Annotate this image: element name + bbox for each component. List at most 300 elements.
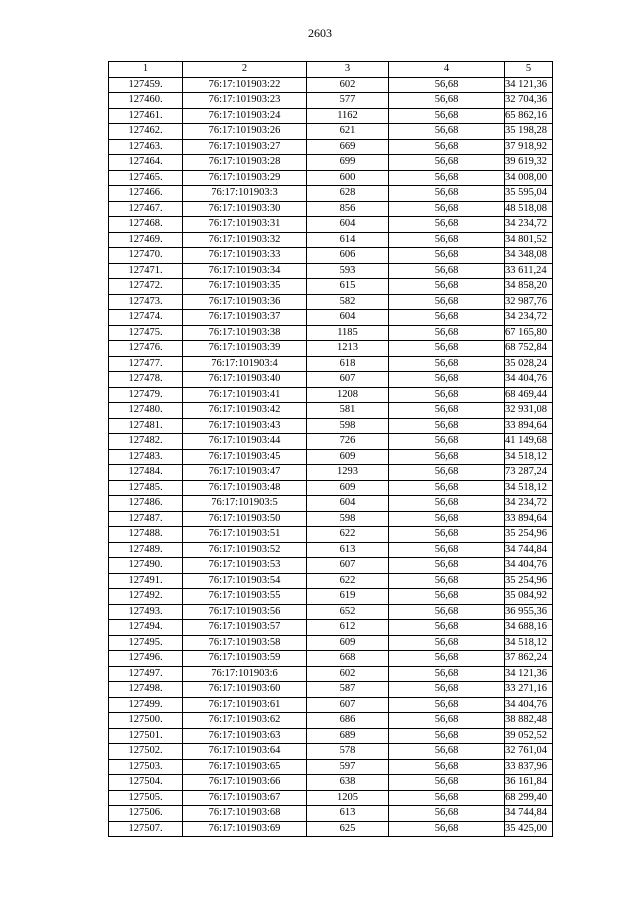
rate-cell: 56,68	[389, 744, 505, 760]
value-cell: 35 595,04	[505, 186, 553, 202]
table-row	[109, 775, 553, 791]
area-cell: 604	[307, 217, 389, 233]
table-row	[109, 790, 553, 806]
rate-cell: 56,68	[389, 573, 505, 589]
table-row	[109, 310, 553, 326]
row-number-cell: 127473.	[109, 294, 183, 310]
row-number-cell: 127495.	[109, 635, 183, 651]
cadastral-number-cell: 76:17:101903:60	[183, 682, 307, 698]
row-number-cell: 127505.	[109, 790, 183, 806]
rate-cell: 56,68	[389, 713, 505, 729]
value-cell: 32 761,04	[505, 744, 553, 760]
column-header-1: 1	[109, 62, 183, 78]
cadastral-number-cell: 76:17:101903:38	[183, 325, 307, 341]
row-number-cell: 127498.	[109, 682, 183, 698]
area-cell: 1205	[307, 790, 389, 806]
table-row	[109, 387, 553, 403]
row-number-cell: 127472.	[109, 279, 183, 295]
value-cell: 38 882,48	[505, 713, 553, 729]
row-number-cell: 127469.	[109, 232, 183, 248]
table-row	[109, 434, 553, 450]
rate-cell: 56,68	[389, 728, 505, 744]
cadastral-number-cell: 76:17:101903:26	[183, 124, 307, 140]
rate-cell: 56,68	[389, 294, 505, 310]
value-cell: 68 299,40	[505, 790, 553, 806]
area-cell: 607	[307, 697, 389, 713]
area-cell: 669	[307, 139, 389, 155]
rate-cell: 56,68	[389, 341, 505, 357]
table-row	[109, 651, 553, 667]
area-cell: 612	[307, 620, 389, 636]
table-body	[109, 77, 553, 837]
row-number-cell: 127489.	[109, 542, 183, 558]
cadastral-number-cell: 76:17:101903:36	[183, 294, 307, 310]
value-cell: 34 121,36	[505, 666, 553, 682]
rate-cell: 56,68	[389, 620, 505, 636]
area-cell: 622	[307, 573, 389, 589]
cadastral-number-cell: 76:17:101903:69	[183, 821, 307, 837]
value-cell: 34 744,84	[505, 542, 553, 558]
header-row	[109, 62, 553, 78]
table-row	[109, 527, 553, 543]
area-cell: 609	[307, 449, 389, 465]
rate-cell: 56,68	[389, 480, 505, 496]
row-number-cell: 127482.	[109, 434, 183, 450]
row-number-cell: 127463.	[109, 139, 183, 155]
cadastral-number-cell: 76:17:101903:35	[183, 279, 307, 295]
cadastral-number-cell: 76:17:101903:44	[183, 434, 307, 450]
value-cell: 35 198,28	[505, 124, 553, 140]
area-cell: 602	[307, 77, 389, 93]
area-cell: 621	[307, 124, 389, 140]
cadastral-number-cell: 76:17:101903:42	[183, 403, 307, 419]
value-cell: 48 518,08	[505, 201, 553, 217]
table-row	[109, 372, 553, 388]
table-row	[109, 496, 553, 512]
table-row	[109, 93, 553, 109]
table-row	[109, 77, 553, 93]
row-number-cell: 127478.	[109, 372, 183, 388]
rate-cell: 56,68	[389, 527, 505, 543]
cadastral-number-cell: 76:17:101903:51	[183, 527, 307, 543]
value-cell: 36 955,36	[505, 604, 553, 620]
table-row	[109, 821, 553, 837]
row-number-cell: 127465.	[109, 170, 183, 186]
row-number-cell: 127490.	[109, 558, 183, 574]
value-cell: 41 149,68	[505, 434, 553, 450]
area-cell: 581	[307, 403, 389, 419]
area-cell: 625	[307, 821, 389, 837]
cadastral-number-cell: 76:17:101903:22	[183, 77, 307, 93]
table-row	[109, 294, 553, 310]
value-cell: 35 425,00	[505, 821, 553, 837]
area-cell: 628	[307, 186, 389, 202]
cadastral-number-cell: 76:17:101903:37	[183, 310, 307, 326]
value-cell: 34 688,16	[505, 620, 553, 636]
value-cell: 34 234,72	[505, 217, 553, 233]
cadastral-number-cell: 76:17:101903:57	[183, 620, 307, 636]
table-row	[109, 682, 553, 698]
table-row	[109, 573, 553, 589]
value-cell: 33 894,64	[505, 511, 553, 527]
row-number-cell: 127481.	[109, 418, 183, 434]
rate-cell: 56,68	[389, 170, 505, 186]
row-number-cell: 127504.	[109, 775, 183, 791]
cadastral-number-cell: 76:17:101903:29	[183, 170, 307, 186]
area-cell: 619	[307, 589, 389, 605]
value-cell: 39 052,52	[505, 728, 553, 744]
row-number-cell: 127493.	[109, 604, 183, 620]
table-row	[109, 589, 553, 605]
rate-cell: 56,68	[389, 325, 505, 341]
cadastral-number-cell: 76:17:101903:5	[183, 496, 307, 512]
value-cell: 34 008,00	[505, 170, 553, 186]
rate-cell: 56,68	[389, 558, 505, 574]
value-cell: 34 518,12	[505, 480, 553, 496]
value-cell: 34 801,52	[505, 232, 553, 248]
table-row	[109, 697, 553, 713]
cadastral-number-cell: 76:17:101903:30	[183, 201, 307, 217]
rate-cell: 56,68	[389, 511, 505, 527]
table-row	[109, 759, 553, 775]
area-cell: 1293	[307, 465, 389, 481]
table-row	[109, 635, 553, 651]
row-number-cell: 127484.	[109, 465, 183, 481]
rate-cell: 56,68	[389, 310, 505, 326]
table-row	[109, 325, 553, 341]
value-cell: 39 619,32	[505, 155, 553, 171]
table-row	[109, 186, 553, 202]
table-row	[109, 511, 553, 527]
table-row	[109, 465, 553, 481]
area-cell: 604	[307, 310, 389, 326]
table-row	[109, 604, 553, 620]
table-row	[109, 728, 553, 744]
value-cell: 34 234,72	[505, 310, 553, 326]
rate-cell: 56,68	[389, 279, 505, 295]
area-cell: 607	[307, 372, 389, 388]
table-row	[109, 620, 553, 636]
value-cell: 37 918,92	[505, 139, 553, 155]
row-number-cell: 127500.	[109, 713, 183, 729]
cadastral-number-cell: 76:17:101903:40	[183, 372, 307, 388]
value-cell: 33 894,64	[505, 418, 553, 434]
cadastral-number-cell: 76:17:101903:39	[183, 341, 307, 357]
area-cell: 609	[307, 635, 389, 651]
value-cell: 33 271,16	[505, 682, 553, 698]
rate-cell: 56,68	[389, 186, 505, 202]
area-cell: 622	[307, 527, 389, 543]
area-cell: 615	[307, 279, 389, 295]
table-row	[109, 232, 553, 248]
value-cell: 33 611,24	[505, 263, 553, 279]
value-cell: 34 858,20	[505, 279, 553, 295]
rate-cell: 56,68	[389, 139, 505, 155]
row-number-cell: 127480.	[109, 403, 183, 419]
rate-cell: 56,68	[389, 542, 505, 558]
area-cell: 689	[307, 728, 389, 744]
row-number-cell: 127496.	[109, 651, 183, 667]
area-cell: 1162	[307, 108, 389, 124]
cadastral-number-cell: 76:17:101903:43	[183, 418, 307, 434]
row-number-cell: 127475.	[109, 325, 183, 341]
area-cell: 618	[307, 356, 389, 372]
row-number-cell: 127486.	[109, 496, 183, 512]
rate-cell: 56,68	[389, 232, 505, 248]
cadastral-number-cell: 76:17:101903:63	[183, 728, 307, 744]
cadastral-number-cell: 76:17:101903:66	[183, 775, 307, 791]
rate-cell: 56,68	[389, 93, 505, 109]
table-row	[109, 263, 553, 279]
row-number-cell: 127479.	[109, 387, 183, 403]
cadastral-number-cell: 76:17:101903:32	[183, 232, 307, 248]
rate-cell: 56,68	[389, 449, 505, 465]
value-cell: 35 028,24	[505, 356, 553, 372]
value-cell: 36 161,84	[505, 775, 553, 791]
table-row	[109, 558, 553, 574]
row-number-cell: 127466.	[109, 186, 183, 202]
table-row	[109, 341, 553, 357]
row-number-cell: 127503.	[109, 759, 183, 775]
area-cell: 638	[307, 775, 389, 791]
table-row	[109, 124, 553, 140]
rate-cell: 56,68	[389, 201, 505, 217]
row-number-cell: 127501.	[109, 728, 183, 744]
area-cell: 587	[307, 682, 389, 698]
table-row	[109, 356, 553, 372]
cadastral-number-cell: 76:17:101903:45	[183, 449, 307, 465]
cadastral-number-cell: 76:17:101903:41	[183, 387, 307, 403]
cadastral-number-cell: 76:17:101903:59	[183, 651, 307, 667]
row-number-cell: 127477.	[109, 356, 183, 372]
area-cell: 1208	[307, 387, 389, 403]
value-cell: 35 084,92	[505, 589, 553, 605]
row-number-cell: 127483.	[109, 449, 183, 465]
rate-cell: 56,68	[389, 372, 505, 388]
area-cell: 602	[307, 666, 389, 682]
row-number-cell: 127487.	[109, 511, 183, 527]
table-row	[109, 279, 553, 295]
value-cell: 34 121,36	[505, 77, 553, 93]
table-row	[109, 418, 553, 434]
area-cell: 1185	[307, 325, 389, 341]
value-cell: 34 744,84	[505, 806, 553, 822]
value-cell: 67 165,80	[505, 325, 553, 341]
cadastral-number-cell: 76:17:101903:48	[183, 480, 307, 496]
rate-cell: 56,68	[389, 403, 505, 419]
area-cell: 598	[307, 418, 389, 434]
table-row	[109, 542, 553, 558]
area-cell: 607	[307, 558, 389, 574]
value-cell: 34 404,76	[505, 558, 553, 574]
rate-cell: 56,68	[389, 217, 505, 233]
cadastral-number-cell: 76:17:101903:23	[183, 93, 307, 109]
row-number-cell: 127506.	[109, 806, 183, 822]
table-row	[109, 201, 553, 217]
cadastral-number-cell: 76:17:101903:3	[183, 186, 307, 202]
area-cell: 609	[307, 480, 389, 496]
row-number-cell: 127476.	[109, 341, 183, 357]
area-cell: 686	[307, 713, 389, 729]
value-cell: 68 469,44	[505, 387, 553, 403]
area-cell: 598	[307, 511, 389, 527]
area-cell: 856	[307, 201, 389, 217]
cadastral-number-cell: 76:17:101903:27	[183, 139, 307, 155]
cadastral-number-cell: 76:17:101903:52	[183, 542, 307, 558]
rate-cell: 56,68	[389, 589, 505, 605]
rate-cell: 56,68	[389, 775, 505, 791]
table-row	[109, 139, 553, 155]
rate-cell: 56,68	[389, 806, 505, 822]
rate-cell: 56,68	[389, 651, 505, 667]
rate-cell: 56,68	[389, 418, 505, 434]
column-header-5: 5	[505, 62, 553, 78]
area-cell: 600	[307, 170, 389, 186]
cadastral-number-cell: 76:17:101903:61	[183, 697, 307, 713]
rate-cell: 56,68	[389, 77, 505, 93]
cadastral-number-cell: 76:17:101903:58	[183, 635, 307, 651]
rate-cell: 56,68	[389, 155, 505, 171]
cadastral-number-cell: 76:17:101903:62	[183, 713, 307, 729]
cadastral-number-cell: 76:17:101903:67	[183, 790, 307, 806]
area-cell: 652	[307, 604, 389, 620]
value-cell: 37 862,24	[505, 651, 553, 667]
cadastral-number-cell: 76:17:101903:4	[183, 356, 307, 372]
row-number-cell: 127492.	[109, 589, 183, 605]
rate-cell: 56,68	[389, 434, 505, 450]
value-cell: 65 862,16	[505, 108, 553, 124]
table-row	[109, 806, 553, 822]
table-row	[109, 155, 553, 171]
table-row	[109, 108, 553, 124]
rate-cell: 56,68	[389, 496, 505, 512]
area-cell: 606	[307, 248, 389, 264]
row-number-cell: 127470.	[109, 248, 183, 264]
value-cell: 34 518,12	[505, 635, 553, 651]
area-cell: 613	[307, 806, 389, 822]
row-number-cell: 127461.	[109, 108, 183, 124]
value-cell: 34 404,76	[505, 697, 553, 713]
cadastral-number-cell: 76:17:101903:47	[183, 465, 307, 481]
cadastral-number-cell: 76:17:101903:54	[183, 573, 307, 589]
rate-cell: 56,68	[389, 108, 505, 124]
page-number: 2603	[308, 26, 332, 40]
area-cell: 604	[307, 496, 389, 512]
value-cell: 34 404,76	[505, 372, 553, 388]
rate-cell: 56,68	[389, 124, 505, 140]
table-row	[109, 248, 553, 264]
value-cell: 34 518,12	[505, 449, 553, 465]
table-row	[109, 666, 553, 682]
value-cell: 34 234,72	[505, 496, 553, 512]
area-cell: 582	[307, 294, 389, 310]
rate-cell: 56,68	[389, 790, 505, 806]
value-cell: 35 254,96	[505, 573, 553, 589]
area-cell: 668	[307, 651, 389, 667]
cadastral-number-cell: 76:17:101903:64	[183, 744, 307, 760]
value-cell: 33 837,96	[505, 759, 553, 775]
row-number-cell: 127497.	[109, 666, 183, 682]
cadastral-number-cell: 76:17:101903:68	[183, 806, 307, 822]
area-cell: 699	[307, 155, 389, 171]
value-cell: 35 254,96	[505, 527, 553, 543]
cadastral-number-cell: 76:17:101903:24	[183, 108, 307, 124]
table-row	[109, 449, 553, 465]
cadastral-number-cell: 76:17:101903:53	[183, 558, 307, 574]
area-cell: 578	[307, 744, 389, 760]
value-cell: 32 931,08	[505, 403, 553, 419]
cadastral-number-cell: 76:17:101903:65	[183, 759, 307, 775]
cadastral-number-cell: 76:17:101903:6	[183, 666, 307, 682]
area-cell: 577	[307, 93, 389, 109]
rate-cell: 56,68	[389, 635, 505, 651]
table-row	[109, 713, 553, 729]
rate-cell: 56,68	[389, 759, 505, 775]
area-cell: 1213	[307, 341, 389, 357]
area-cell: 593	[307, 263, 389, 279]
cadastral-number-cell: 76:17:101903:33	[183, 248, 307, 264]
area-cell: 597	[307, 759, 389, 775]
row-number-cell: 127460.	[109, 93, 183, 109]
row-number-cell: 127459.	[109, 77, 183, 93]
rate-cell: 56,68	[389, 465, 505, 481]
row-number-cell: 127464.	[109, 155, 183, 171]
rate-cell: 56,68	[389, 356, 505, 372]
cadastral-number-cell: 76:17:101903:55	[183, 589, 307, 605]
row-number-cell: 127488.	[109, 527, 183, 543]
row-number-cell: 127491.	[109, 573, 183, 589]
data-table	[108, 61, 553, 837]
column-header-4: 4	[389, 62, 505, 78]
area-cell: 726	[307, 434, 389, 450]
row-number-cell: 127494.	[109, 620, 183, 636]
row-number-cell: 127502.	[109, 744, 183, 760]
cadastral-number-cell: 76:17:101903:56	[183, 604, 307, 620]
value-cell: 32 704,36	[505, 93, 553, 109]
cadastral-number-cell: 76:17:101903:50	[183, 511, 307, 527]
rate-cell: 56,68	[389, 821, 505, 837]
table-row	[109, 480, 553, 496]
table-row	[109, 217, 553, 233]
row-number-cell: 127485.	[109, 480, 183, 496]
rate-cell: 56,68	[389, 248, 505, 264]
area-cell: 613	[307, 542, 389, 558]
cadastral-number-cell: 76:17:101903:31	[183, 217, 307, 233]
rate-cell: 56,68	[389, 682, 505, 698]
cadastral-number-cell: 76:17:101903:34	[183, 263, 307, 279]
row-number-cell: 127467.	[109, 201, 183, 217]
table-row	[109, 403, 553, 419]
row-number-cell: 127462.	[109, 124, 183, 140]
row-number-cell: 127507.	[109, 821, 183, 837]
column-header-2: 2	[183, 62, 307, 78]
rate-cell: 56,68	[389, 263, 505, 279]
value-cell: 32 987,76	[505, 294, 553, 310]
row-number-cell: 127471.	[109, 263, 183, 279]
column-header-3: 3	[307, 62, 389, 78]
value-cell: 34 348,08	[505, 248, 553, 264]
row-number-cell: 127499.	[109, 697, 183, 713]
value-cell: 73 287,24	[505, 465, 553, 481]
rate-cell: 56,68	[389, 604, 505, 620]
rate-cell: 56,68	[389, 387, 505, 403]
rate-cell: 56,68	[389, 666, 505, 682]
row-number-cell: 127468.	[109, 217, 183, 233]
cadastral-number-cell: 76:17:101903:28	[183, 155, 307, 171]
table-row	[109, 744, 553, 760]
area-cell: 614	[307, 232, 389, 248]
row-number-cell: 127474.	[109, 310, 183, 326]
